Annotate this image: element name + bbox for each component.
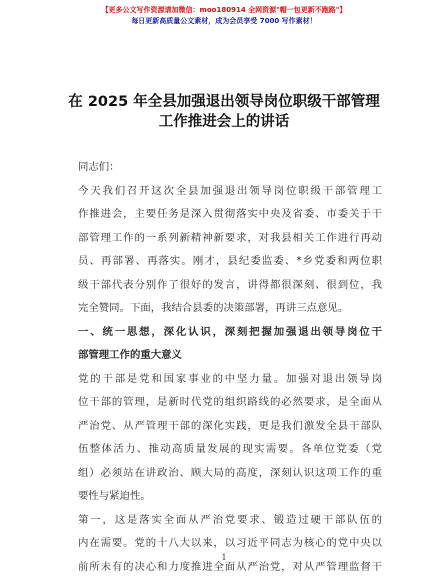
body-text-line: 位干部的管理，是新时代党的组织路线的必然要求，是全面从 xyxy=(78,396,382,408)
page-number: 1 xyxy=(221,553,227,562)
body-text-line: 员、再部署、再落实。刚才，县纪委监委、*乡党委和两位职 xyxy=(78,255,382,267)
promo-line-2: 每日更新高质量公文素材，成为会员享受 7000 写作素材！ xyxy=(131,17,317,25)
speech-body xyxy=(78,156,382,579)
body-text-line: 级干部代表分别作了很好的发言，讲得都很深刻、很到位，我 xyxy=(78,278,382,291)
title-line-1: 在 2025 年全县加强退出领导岗位职级干部管理 xyxy=(68,94,380,110)
promo-banner xyxy=(0,5,448,27)
body-text-line: 前所未有的决心和力度推进全面从严治党，对从严管理监督干 xyxy=(78,560,382,573)
body-text-line: 今天我们召开这次全县加强退出领导岗位职级干部管理工 xyxy=(78,184,382,197)
body-text-line: 组）必须站在讲政治、顾大局的高度，深刻认识这项工作的重 xyxy=(78,466,382,479)
body-text-line: 第一，这是落实全面从严治党要求、锻造过硬干部队伍的 xyxy=(78,513,382,526)
section-heading-line: 部管理工作的重大意义 xyxy=(78,349,182,361)
body-text-line: 完全赞同。下面，我结合县委的决策部署，再讲三点意见。 xyxy=(78,302,349,314)
body-text-line: 严治党、从严管理干部的深化实践，更是我们激发全县干部队 xyxy=(78,419,382,432)
promo-line-1: 【更多公文写作资源请加微信：moo180914 全网资源"帽一包更新不跑路"】 xyxy=(101,6,347,14)
body-text-line: 党的干部是党和国家事业的中坚力量。加强对退出领导岗 xyxy=(78,372,382,385)
title-line-2: 工作推进会上的讲话 xyxy=(158,114,290,130)
body-text-line: 内在需要。党的十八大以来，以习近平同志为核心的党中央以 xyxy=(78,537,382,549)
body-text-line: 要性与紧迫性。 xyxy=(78,490,151,502)
body-text-line: 同志们： xyxy=(78,161,120,173)
body-text-line: 部管理工作的一系列新精神新要求，对我县相关工作进行再动 xyxy=(78,231,382,244)
section-heading-line: 一、统一思想，深化认识，深刻把握加强退出领导岗位干 xyxy=(78,325,382,338)
body-text-line: 作推进会，主要任务是深入贯彻落实中央及省委、市委关于干 xyxy=(78,208,382,220)
document-title xyxy=(40,92,408,132)
body-text-line: 伍整体活力、推动高质量发展的现实需要。各单位党委（党 xyxy=(78,443,382,455)
